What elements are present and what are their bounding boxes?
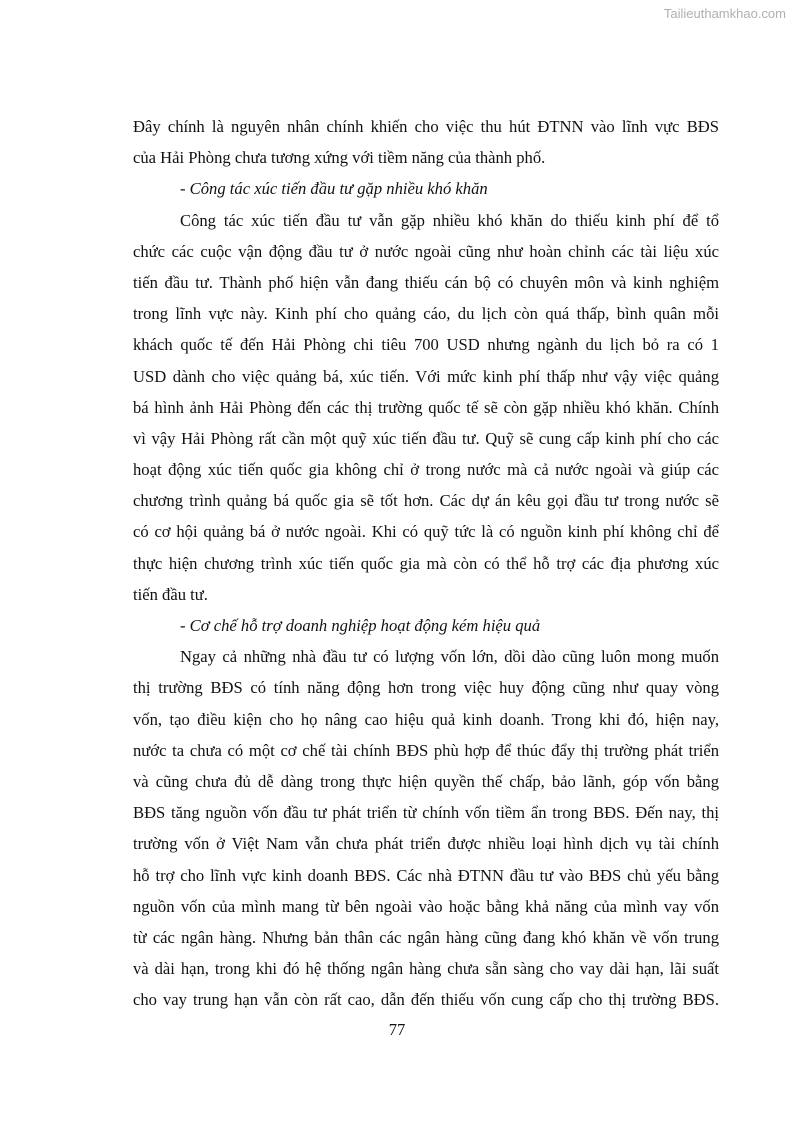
- paragraph-line: có cơ hội quảng bá ở nước ngoài. Khi có quỹ tức là có nguồn kinh phí không chỉ để: [133, 522, 719, 542]
- paragraph-line: trong lĩnh vực này. Kinh phí cho quảng cáo, du lịch còn quá thấp, bình quân mỗi: [133, 304, 719, 324]
- paragraph-line: cho vay trung hạn vẫn còn rất cao, dẫn đến thiếu vốn cung cấp cho thị trường BĐS.: [133, 990, 719, 1010]
- paragraph-line: tiến đầu tư.: [133, 584, 208, 604]
- paragraph-line: Đây chính là nguyên nhân chính khiến cho việc thu hút ĐTNN vào lĩnh vực BĐS: [133, 117, 719, 136]
- paragraph-line: bá hình ảnh Hải Phòng đến các thị trường quốc tế sẽ còn gặp nhiều khó khăn. Chính: [133, 397, 719, 417]
- document-body: [133, 111, 719, 1015]
- paragraph-line: Công tác xúc tiến đầu tư vẫn gặp nhiều khó khăn do thiếu kinh phí để tổ: [180, 210, 719, 230]
- page-number: 77: [388, 1020, 406, 1039]
- paragraph-line: BĐS tăng nguồn vốn đầu tư phát triển từ chính vốn tiềm ẩn trong BĐS. Đến nay, thị: [133, 803, 719, 823]
- watermark: Tailieuthamkhao.com: [663, 6, 786, 21]
- paragraph-line: tiến đầu tư. Thành phố hiện vẫn đang thiếu cán bộ có chuyên môn và kinh nghiệm: [133, 272, 719, 292]
- section-heading: - Công tác xúc tiến đầu tư gặp nhiều khó khăn: [180, 179, 488, 199]
- paragraph-line: trường vốn ở Việt Nam vẫn chưa phát triển được nhiều loại hình dịch vụ tài chính: [133, 834, 719, 854]
- paragraph-line: vốn, tạo điều kiện cho họ nâng cao hiệu quả kinh doanh. Trong khi đó, hiện nay,: [133, 709, 719, 729]
- paragraph-line: khách quốc tế đến Hải Phòng chi tiêu 700 USD nhưng ngành du lịch bỏ ra có 1: [133, 335, 719, 355]
- paragraph-line: vì vậy Hải Phòng rất cần một quỹ xúc tiến đầu tư. Quỹ sẽ cung cấp kinh phí cho các: [133, 428, 719, 448]
- paragraph-line: chương trình quảng bá quốc gia sẽ tốt hơn. Các dự án kêu gọi đầu tư trong nước sẽ: [133, 491, 719, 511]
- section-heading: - Cơ chế hỗ trợ doanh nghiệp hoạt động kém hiệu quả: [180, 616, 541, 635]
- paragraph-line: từ các ngân hàng. Nhưng bản thân các ngân hàng cũng đang khó khăn về vốn trung: [133, 927, 719, 947]
- paragraph-line: hỗ trợ cho lĩnh vực kinh doanh BĐS. Các nhà ĐTNN đầu tư vào BĐS chủ yếu bằng: [133, 865, 719, 885]
- paragraph-line: nguồn vốn của mình mang từ bên ngoài vào hoặc bằng khả năng của mình vay vốn: [133, 896, 719, 916]
- paragraph-line: thị trường BĐS có tính năng động hơn trong việc huy động cũng như quay vòng: [133, 678, 719, 698]
- paragraph-line: USD dành cho việc quảng bá, xúc tiến. Với mức kinh phí thấp như vậy việc quảng: [133, 366, 719, 386]
- paragraph-line: của Hải Phòng chưa tương xứng với tiềm năng của thành phố.: [133, 148, 546, 168]
- paragraph-line: chức các cuộc vận động đầu tư ở nước ngoài cũng như hoàn chỉnh các tài liệu xúc: [133, 241, 719, 261]
- paragraph-line: và dài hạn, trong khi đó hệ thống ngân hàng chưa sẵn sàng cho vay dài hạn, lãi suất: [133, 959, 719, 979]
- paragraph-line: nước ta chưa có một cơ chế tài chính BĐS phù hợp để thúc đẩy thị trường phát triển: [133, 740, 719, 760]
- paragraph-line: hoạt động xúc tiến quốc gia không chỉ ở trong nước mà cả nước ngoài và giúp các: [133, 460, 719, 480]
- paragraph-line: Ngay cả những nhà đầu tư có lượng vốn lớn, dồi dào cũng luôn mong muốn: [180, 647, 719, 667]
- paragraph-line: thực hiện chương trình xúc tiến quốc gia mà còn có thể hỗ trợ các địa phương xúc: [133, 553, 719, 573]
- paragraph-line: và cũng chưa đủ dễ dàng trong thực hiện quyền thế chấp, bảo lãnh, góp vốn bằng: [133, 771, 719, 791]
